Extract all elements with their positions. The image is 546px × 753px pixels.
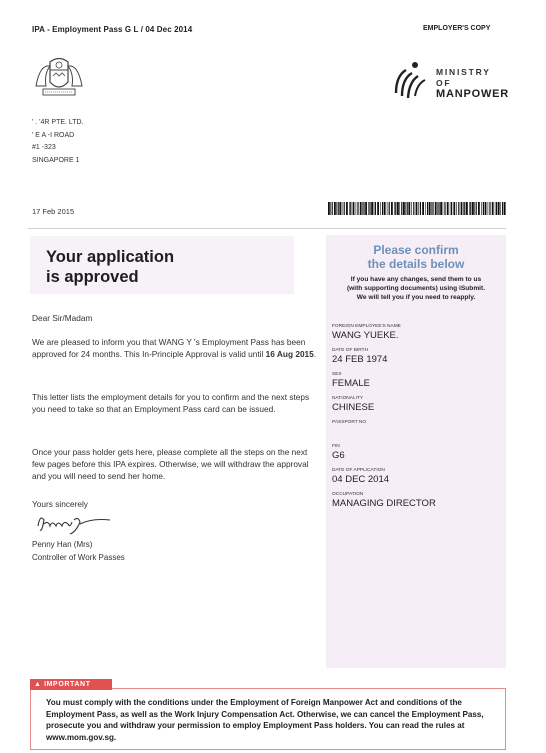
employer-address [32,117,84,167]
mom-emblem-icon [388,58,432,98]
address-line-4: SINGAPORE 1 [32,156,80,164]
field-value: CHINESE [332,402,375,413]
field-value: 24 FEB 1974 [332,354,388,365]
address-line-1: ' . '4R PTE. LTD. [32,119,84,126]
field-label: FIN [332,444,340,449]
approval-headline-line2: is approved [46,268,139,286]
letter-date: 17 Feb 2015 [32,207,75,216]
important-text: You must comply with the conditions under the Employment of Foreign Manpower Act and conditions of the Employment Pass, as well as the Work Injury Compensation Act. Otherwise, we can cancel the Employment Pass, prosecute you and withdraw your permission to employ Employment Pass holders. You can read the rules at www.mom.gov.sg. [46,698,484,742]
signoff: Yours sincerely [32,499,88,509]
divider [28,228,506,229]
employee-details [332,323,500,515]
field-employee-name [332,323,500,347]
salutation: Dear Sir/Madam [32,313,93,323]
field-value: WANG YUEKE. [332,330,399,341]
confirm-title-line1: Please confirm [373,243,459,257]
approval-banner [30,236,294,294]
document-reference: IPA - Employment Pass G L / 04 Dec 2014 [32,25,193,34]
field-label: OCCUPATION [332,492,364,497]
next-steps-paragraph: Once your pass holder gets here, please complete all the steps on the next few pages before this IPA expires. Otherwise, we will withdraw the approval and you will need to send her home. [32,447,309,481]
approval-paragraph [32,336,318,360]
copy-label: EMPLOYER'S COPY [423,25,491,32]
confirm-note [332,275,500,302]
field-fin [332,443,500,467]
field-value: 04 DEC 2014 [332,474,390,485]
details-paragraph: This letter lists the employment details for you to confirm and the next steps you need to take so that an Employment Pass card can be issued. [32,392,310,414]
approval-paragraph-text: We are pleased to inform you that WANG Y 's Employment Pass has been approved for 24 months. This In-Principle Approval is valid until [32,337,306,359]
field-label: NATIONALITY [332,396,364,401]
field-label: FOREIGN EMPLOYEE'S NAME [332,324,401,329]
confirm-details-panel [326,235,506,668]
field-label: SEX [332,372,342,377]
approval-paragraph-end: . [313,349,317,359]
signer-name: Penny Han (Mrs) [32,540,93,549]
confirm-note-line2: (with supporting documents) using iSubmit. [346,285,486,292]
field-value: FEMALE [332,378,371,389]
address-line-2: ' E A -I ROAD [32,131,75,139]
mom-logo-line1: MINISTRY OF [436,67,491,88]
field-date-of-birth [332,347,500,371]
field-date-of-application [332,467,500,491]
signature [34,510,114,536]
field-sex [332,371,500,395]
field-value: G6 [332,450,345,461]
confirm-note-line1: If you have any changes, send them to us [350,276,482,283]
field-occupation [332,491,500,515]
barcode [328,202,506,215]
field-label: PASSPORT NO [332,420,367,425]
field-value: MANAGING DIRECTOR [332,498,436,509]
approval-headline [46,247,276,287]
important-tab: ▲ IMPORTANT [30,679,112,690]
confirm-title [326,243,506,271]
address-line-3: #1 -323 [32,144,56,151]
mom-logo [388,58,508,98]
confirm-title-line2: the details below [367,257,465,271]
singapore-crest-icon [30,52,88,104]
validity-date: 16 Aug 2015 [265,349,314,359]
important-tab-label: IMPORTANT [44,681,91,688]
confirm-note-line3: We will tell you if you need to reapply. [356,294,476,301]
signer-title: Controller of Work Passes [32,553,125,562]
field-nationality [332,395,500,419]
approval-headline-line1: Your application [46,248,175,266]
field-passport-no [332,419,500,443]
field-label: DATE OF APPLICATION [332,468,385,473]
field-label: DATE OF BIRTH [332,348,369,353]
mom-logo-line2: MANPOWER [436,88,510,100]
